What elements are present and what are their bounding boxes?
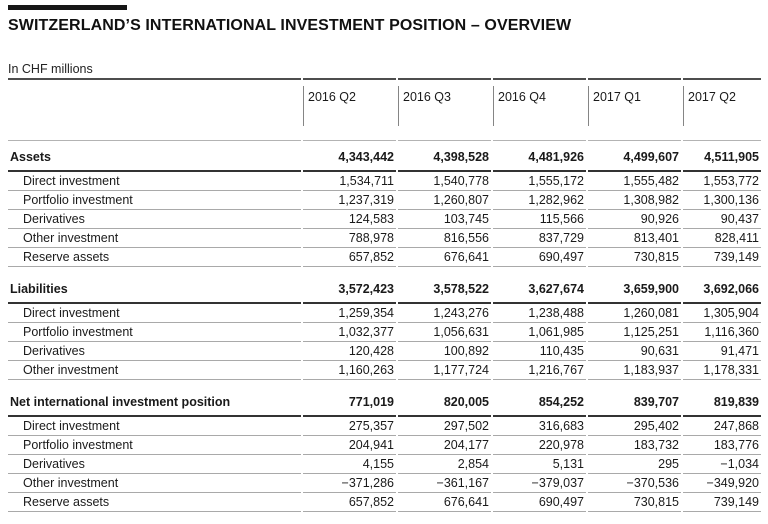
cell-net-international-investment-position-direct-investment-2016-q2: 275,357 bbox=[303, 417, 396, 436]
cell-assets-derivatives-2017-q2: 90,437 bbox=[683, 210, 761, 229]
table-row-liabilities-other-investment bbox=[8, 361, 761, 380]
section-total-assets-2016-q2: 4,343,442 bbox=[303, 141, 396, 172]
cell-assets-derivatives-2016-q4: 115,566 bbox=[493, 210, 586, 229]
page-title: SWITZERLAND’S INTERNATIONAL INVESTMENT POSITION – OVERVIEW bbox=[8, 17, 572, 34]
cell-assets-derivatives-2016-q2: 124,583 bbox=[303, 210, 396, 229]
table-row-net-international-investment-position-portfolio-investment bbox=[8, 436, 761, 455]
cell-liabilities-portfolio-investment-2016-q4: 1,061,985 bbox=[493, 323, 586, 342]
cell-liabilities-direct-investment-2016-q4: 1,238,488 bbox=[493, 304, 586, 323]
cell-assets-direct-investment-2016-q3: 1,540,778 bbox=[398, 172, 491, 191]
cell-liabilities-other-investment-2016-q4: 1,216,767 bbox=[493, 361, 586, 380]
cell-net-international-investment-position-other-investment-2017-q2: −349,920 bbox=[683, 474, 761, 493]
cell-net-international-investment-position-direct-investment-2017-q2: 247,868 bbox=[683, 417, 761, 436]
cell-liabilities-direct-investment-2017-q1: 1,260,081 bbox=[588, 304, 681, 323]
cell-assets-other-investment-2017-q1: 813,401 bbox=[588, 229, 681, 248]
column-header-2016-q3: 2016 Q3 bbox=[398, 78, 491, 141]
section-total-liabilities-2017-q1: 3,659,900 bbox=[588, 267, 681, 304]
row-label-liabilities-derivatives: Derivatives bbox=[8, 342, 301, 361]
section-row-assets bbox=[8, 141, 761, 172]
cell-net-international-investment-position-portfolio-investment-2016-q2: 204,941 bbox=[303, 436, 396, 455]
cell-net-international-investment-position-derivatives-2016-q3: 2,854 bbox=[398, 455, 491, 474]
row-label-liabilities-portfolio-investment: Portfolio investment bbox=[8, 323, 301, 342]
cell-net-international-investment-position-other-investment-2017-q1: −370,536 bbox=[588, 474, 681, 493]
cell-liabilities-derivatives-2016-q4: 110,435 bbox=[493, 342, 586, 361]
section-total-net-international-investment-position-2016-q2: 771,019 bbox=[303, 380, 396, 417]
cell-liabilities-derivatives-2016-q2: 120,428 bbox=[303, 342, 396, 361]
section-total-net-international-investment-position-2017-q1: 839,707 bbox=[588, 380, 681, 417]
section-label-net-international-investment-position: Net international investment position bbox=[8, 380, 301, 417]
cell-net-international-investment-position-direct-investment-2016-q3: 297,502 bbox=[398, 417, 491, 436]
cell-net-international-investment-position-derivatives-2017-q1: 295 bbox=[588, 455, 681, 474]
cell-assets-other-investment-2016-q3: 816,556 bbox=[398, 229, 491, 248]
table-row-assets-portfolio-investment bbox=[8, 191, 761, 210]
cell-net-international-investment-position-other-investment-2016-q4: −379,037 bbox=[493, 474, 586, 493]
section-total-liabilities-2016-q2: 3,572,423 bbox=[303, 267, 396, 304]
cell-assets-reserve-assets-2017-q1: 730,815 bbox=[588, 248, 681, 267]
cell-assets-reserve-assets-2016-q2: 657,852 bbox=[303, 248, 396, 267]
cell-net-international-investment-position-direct-investment-2017-q1: 295,402 bbox=[588, 417, 681, 436]
row-label-liabilities-other-investment: Other investment bbox=[8, 361, 301, 380]
cell-net-international-investment-position-derivatives-2017-q2: −1,034 bbox=[683, 455, 761, 474]
cell-assets-direct-investment-2016-q2: 1,534,711 bbox=[303, 172, 396, 191]
cell-liabilities-portfolio-investment-2016-q3: 1,056,631 bbox=[398, 323, 491, 342]
cell-assets-derivatives-2016-q3: 103,745 bbox=[398, 210, 491, 229]
corner-cell bbox=[8, 78, 301, 141]
cell-net-international-investment-position-reserve-assets-2017-q1: 730,815 bbox=[588, 493, 681, 512]
iip-table bbox=[6, 78, 763, 512]
cell-net-international-investment-position-reserve-assets-2016-q2: 657,852 bbox=[303, 493, 396, 512]
top-accent-bar bbox=[8, 5, 127, 10]
row-label-net-international-investment-position-reserve-assets: Reserve assets bbox=[8, 493, 301, 512]
section-label-liabilities: Liabilities bbox=[8, 267, 301, 304]
cell-net-international-investment-position-other-investment-2016-q3: −361,167 bbox=[398, 474, 491, 493]
row-label-net-international-investment-position-portfolio-investment: Portfolio investment bbox=[8, 436, 301, 455]
table-row-assets-direct-investment bbox=[8, 172, 761, 191]
cell-net-international-investment-position-reserve-assets-2016-q4: 690,497 bbox=[493, 493, 586, 512]
table-row-liabilities-direct-investment bbox=[8, 304, 761, 323]
cell-assets-portfolio-investment-2016-q4: 1,282,962 bbox=[493, 191, 586, 210]
cell-liabilities-portfolio-investment-2017-q2: 1,116,360 bbox=[683, 323, 761, 342]
section-total-assets-2017-q1: 4,499,607 bbox=[588, 141, 681, 172]
cell-net-international-investment-position-portfolio-investment-2016-q3: 204,177 bbox=[398, 436, 491, 455]
row-label-assets-direct-investment: Direct investment bbox=[8, 172, 301, 191]
cell-assets-other-investment-2017-q2: 828,411 bbox=[683, 229, 761, 248]
table-row-net-international-investment-position-direct-investment bbox=[8, 417, 761, 436]
table-row-assets-other-investment bbox=[8, 229, 761, 248]
cell-liabilities-derivatives-2017-q2: 91,471 bbox=[683, 342, 761, 361]
section-total-liabilities-2017-q2: 3,692,066 bbox=[683, 267, 761, 304]
cell-net-international-investment-position-other-investment-2016-q2: −371,286 bbox=[303, 474, 396, 493]
column-header-2016-q4: 2016 Q4 bbox=[493, 78, 586, 141]
cell-assets-reserve-assets-2016-q3: 676,641 bbox=[398, 248, 491, 267]
cell-assets-reserve-assets-2017-q2: 739,149 bbox=[683, 248, 761, 267]
units-label: In CHF millions bbox=[8, 62, 93, 76]
cell-liabilities-direct-investment-2016-q3: 1,243,276 bbox=[398, 304, 491, 323]
section-total-net-international-investment-position-2016-q3: 820,005 bbox=[398, 380, 491, 417]
cell-assets-other-investment-2016-q4: 837,729 bbox=[493, 229, 586, 248]
row-label-assets-other-investment: Other investment bbox=[8, 229, 301, 248]
section-total-net-international-investment-position-2017-q2: 819,839 bbox=[683, 380, 761, 417]
cell-assets-other-investment-2016-q2: 788,978 bbox=[303, 229, 396, 248]
table-row-liabilities-portfolio-investment bbox=[8, 323, 761, 342]
cell-assets-portfolio-investment-2017-q1: 1,308,982 bbox=[588, 191, 681, 210]
table-row-net-international-investment-position-reserve-assets bbox=[8, 493, 761, 512]
table-row-net-international-investment-position-other-investment bbox=[8, 474, 761, 493]
page bbox=[0, 5, 768, 512]
cell-assets-derivatives-2017-q1: 90,926 bbox=[588, 210, 681, 229]
cell-assets-portfolio-investment-2017-q2: 1,300,136 bbox=[683, 191, 761, 210]
row-label-assets-reserve-assets: Reserve assets bbox=[8, 248, 301, 267]
section-total-assets-2016-q4: 4,481,926 bbox=[493, 141, 586, 172]
section-total-liabilities-2016-q4: 3,627,674 bbox=[493, 267, 586, 304]
cell-liabilities-derivatives-2017-q1: 90,631 bbox=[588, 342, 681, 361]
cell-liabilities-portfolio-investment-2016-q2: 1,032,377 bbox=[303, 323, 396, 342]
section-total-assets-2016-q3: 4,398,528 bbox=[398, 141, 491, 172]
cell-liabilities-derivatives-2016-q3: 100,892 bbox=[398, 342, 491, 361]
cell-net-international-investment-position-portfolio-investment-2016-q4: 220,978 bbox=[493, 436, 586, 455]
table-row-assets-reserve-assets bbox=[8, 248, 761, 267]
row-label-net-international-investment-position-direct-investment: Direct investment bbox=[8, 417, 301, 436]
cell-net-international-investment-position-portfolio-investment-2017-q1: 183,732 bbox=[588, 436, 681, 455]
section-row-net-international-investment-position bbox=[8, 380, 761, 417]
table-row-net-international-investment-position-derivatives bbox=[8, 455, 761, 474]
cell-net-international-investment-position-reserve-assets-2016-q3: 676,641 bbox=[398, 493, 491, 512]
cell-liabilities-other-investment-2017-q1: 1,183,937 bbox=[588, 361, 681, 380]
cell-net-international-investment-position-derivatives-2016-q2: 4,155 bbox=[303, 455, 396, 474]
section-total-net-international-investment-position-2016-q4: 854,252 bbox=[493, 380, 586, 417]
column-header-2016-q2: 2016 Q2 bbox=[303, 78, 396, 141]
cell-net-international-investment-position-reserve-assets-2017-q2: 739,149 bbox=[683, 493, 761, 512]
cell-assets-direct-investment-2017-q2: 1,553,772 bbox=[683, 172, 761, 191]
cell-liabilities-portfolio-investment-2017-q1: 1,125,251 bbox=[588, 323, 681, 342]
section-row-liabilities bbox=[8, 267, 761, 304]
table-head bbox=[8, 78, 761, 141]
column-header-2017-q2: 2017 Q2 bbox=[683, 78, 761, 141]
section-total-assets-2017-q2: 4,511,905 bbox=[683, 141, 761, 172]
cell-liabilities-other-investment-2016-q3: 1,177,724 bbox=[398, 361, 491, 380]
cell-assets-direct-investment-2016-q4: 1,555,172 bbox=[493, 172, 586, 191]
section-total-liabilities-2016-q3: 3,578,522 bbox=[398, 267, 491, 304]
cell-net-international-investment-position-derivatives-2016-q4: 5,131 bbox=[493, 455, 586, 474]
cell-assets-direct-investment-2017-q1: 1,555,482 bbox=[588, 172, 681, 191]
cell-liabilities-other-investment-2017-q2: 1,178,331 bbox=[683, 361, 761, 380]
row-label-net-international-investment-position-derivatives: Derivatives bbox=[8, 455, 301, 474]
row-label-assets-portfolio-investment: Portfolio investment bbox=[8, 191, 301, 210]
table-row-assets-derivatives bbox=[8, 210, 761, 229]
section-label-assets: Assets bbox=[8, 141, 301, 172]
column-header-2017-q1: 2017 Q1 bbox=[588, 78, 681, 141]
cell-net-international-investment-position-direct-investment-2016-q4: 316,683 bbox=[493, 417, 586, 436]
cell-net-international-investment-position-portfolio-investment-2017-q2: 183,776 bbox=[683, 436, 761, 455]
cell-liabilities-direct-investment-2017-q2: 1,305,904 bbox=[683, 304, 761, 323]
cell-assets-reserve-assets-2016-q4: 690,497 bbox=[493, 248, 586, 267]
table-row-liabilities-derivatives bbox=[8, 342, 761, 361]
cell-liabilities-direct-investment-2016-q2: 1,259,354 bbox=[303, 304, 396, 323]
cell-assets-portfolio-investment-2016-q3: 1,260,807 bbox=[398, 191, 491, 210]
table-body bbox=[8, 141, 761, 512]
row-label-net-international-investment-position-other-investment: Other investment bbox=[8, 474, 301, 493]
row-label-assets-derivatives: Derivatives bbox=[8, 210, 301, 229]
row-label-liabilities-direct-investment: Direct investment bbox=[8, 304, 301, 323]
cell-assets-portfolio-investment-2016-q2: 1,237,319 bbox=[303, 191, 396, 210]
cell-liabilities-other-investment-2016-q2: 1,160,263 bbox=[303, 361, 396, 380]
quarter-header-row bbox=[8, 78, 761, 141]
